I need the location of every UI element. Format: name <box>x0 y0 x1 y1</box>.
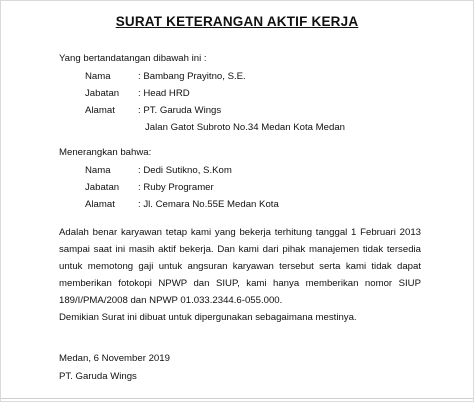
signer-position-value: : Head HRD <box>138 88 190 99</box>
letter-title: SURAT KETERANGAN AKTIF KERJA <box>115 14 359 29</box>
employee-position-value: : Ruby Programer <box>138 182 214 193</box>
signer-position-label: Jabatan <box>85 88 120 99</box>
closing-text: Demikian Surat ini dibuat untuk dipergunakan sebagaimana mestinya. <box>59 312 357 323</box>
states-text: Menerangkan bahwa: <box>59 147 152 158</box>
body-paragraph: Adalah benar karyawan tetap kami yang bekerja terhitung tanggal 1 Februari 2013 sampai saat ini masih aktif bekerja. Dan kami dari pihak manajemen tidak tersedia untuk memotong gaji untuk angsuran karyawan tersebut serta kami tidak dapat memberikan fotokopi NPWP dan SIUP, kami hanya memberikan nomor SIUP 189/I/PMA/2008 dan NPWP 01.033.2344.6-055.000. <box>59 227 421 306</box>
employee-address-value: : Jl. Cemara No.55E Medan Kota <box>138 199 279 210</box>
employee-name-label: Nama <box>85 165 111 176</box>
company-name: PT. Garuda Wings <box>59 371 137 382</box>
intro-text: Yang bertandatangan dibawah ini : <box>59 53 207 64</box>
signer-address-label: Alamat <box>85 105 115 116</box>
employee-address-label: Alamat <box>85 199 115 210</box>
employee-position-label: Jabatan <box>85 182 120 193</box>
bottom-divider <box>1 398 473 399</box>
signer-address-line2: Jalan Gatot Subroto No.34 Medan Kota Medan <box>145 122 345 133</box>
place-date: Medan, 6 November 2019 <box>59 353 170 364</box>
employee-name-value: : Dedi Sutikno, S.Kom <box>138 165 232 176</box>
signer-address-value: : PT. Garuda Wings <box>138 105 222 116</box>
signer-name-label: Nama <box>85 71 111 82</box>
signer-name-value: : Bambang Prayitno, S.E. <box>138 71 246 82</box>
